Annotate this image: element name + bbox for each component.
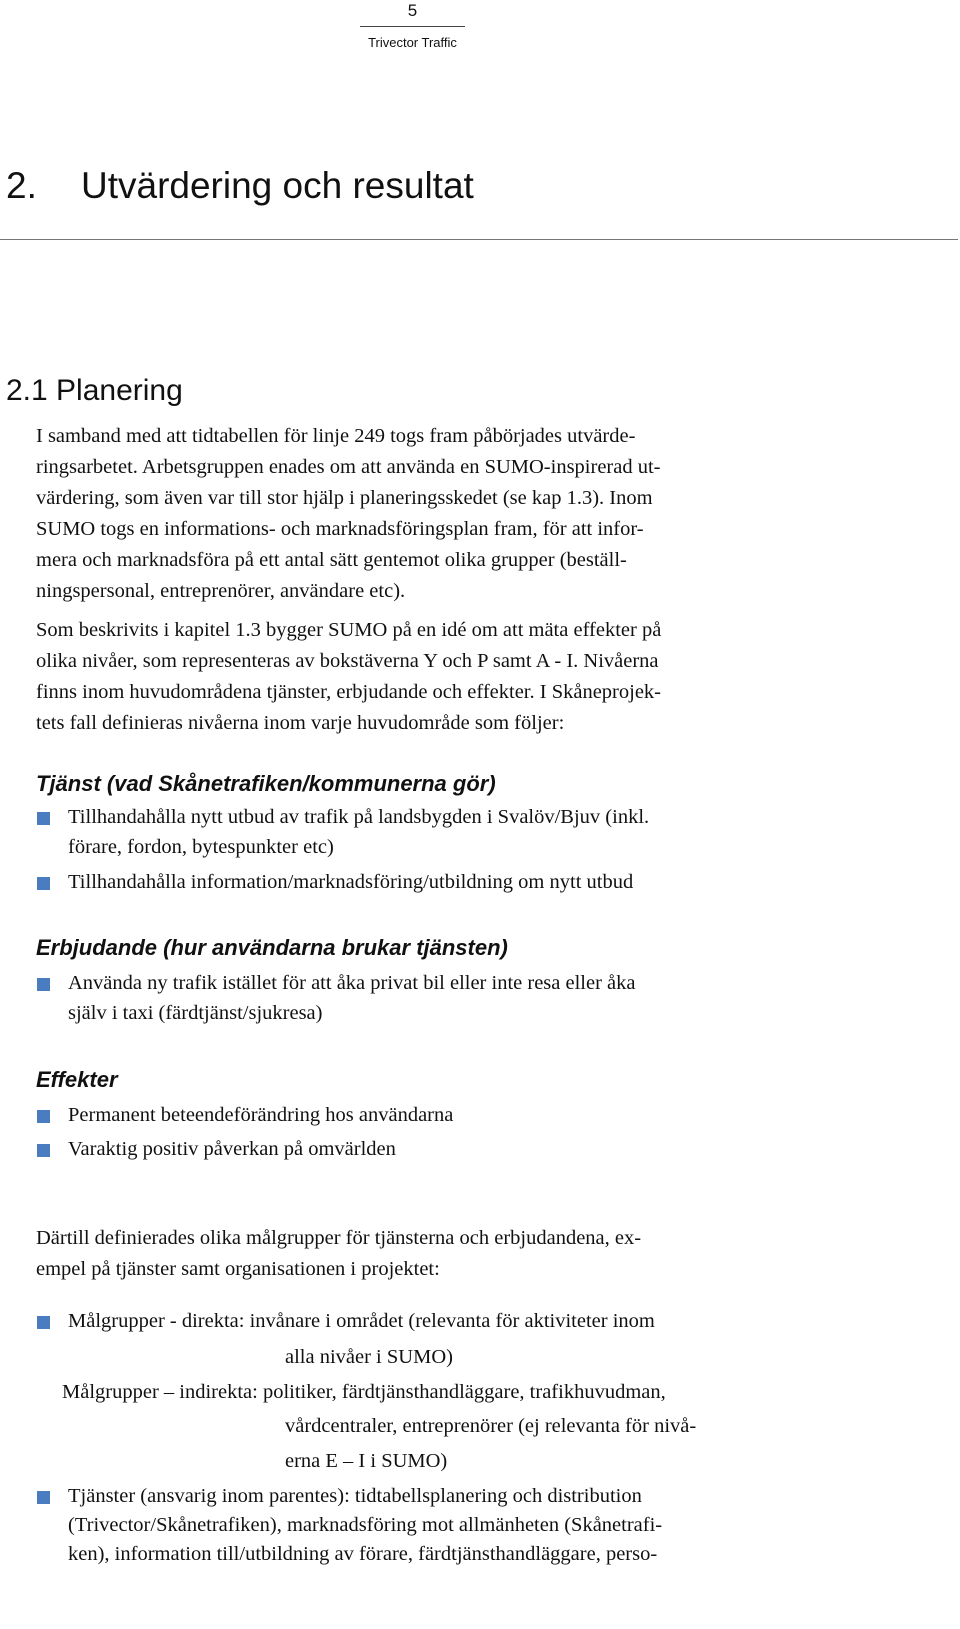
chapter-number: 2.	[6, 165, 37, 206]
header-company: Trivector Traffic	[368, 35, 457, 50]
header-divider	[360, 26, 465, 27]
malgrupper-tjanster-line-2: (Trivector/Skånetrafiken), marknadsföring mot allmänheten (Skånetrafi-	[68, 1514, 663, 1536]
bullet-square-icon	[37, 877, 50, 890]
bullet-square-icon	[37, 1316, 50, 1329]
intro-line: ringsarbetet. Arbetsgruppen enades om att använda en SUMO-inspirerad ut-	[36, 456, 661, 478]
tjanst-item-1-line-2: förare, fordon, bytespunkter etc)	[68, 836, 334, 858]
intro-line: I samband med att tidtabellen för linje 249 togs fram påbörjades utvärde-	[36, 425, 636, 447]
intro-line: SUMO togs en informations- och marknadsföringsplan fram, för att infor-	[36, 518, 644, 540]
malgrupper-tjanster-line-3: ken), information till/utbildning av förare, färdtjänsthandläggare, perso-	[68, 1543, 658, 1565]
malgrupper-intro-line: empel på tjänster samt organisationen i projektet:	[36, 1258, 440, 1280]
bullet-square-icon	[37, 812, 50, 825]
bullet-square-icon	[37, 978, 50, 991]
tjanst-item-2: Tillhandahålla information/marknadsföring/utbildning om nytt utbud	[68, 871, 634, 893]
malgrupper-intro	[36, 1223, 828, 1285]
bullet-square-icon	[37, 1491, 50, 1504]
levels-paragraph	[36, 615, 828, 739]
malgrupper-indirekta-line-3: erna E – I i SUMO)	[285, 1450, 448, 1472]
malgrupper-direkta-line-2: alla nivåer i SUMO)	[285, 1346, 453, 1368]
malgrupper-intro-line: Därtill definierades olika målgrupper för tjänsterna och erbjudandena, ex-	[36, 1227, 642, 1249]
erbjudande-heading: Erbjudande (hur användarna brukar tjänsten)	[36, 935, 508, 960]
chapter-title	[6, 164, 474, 208]
erbjudande-item-1-line-1: Använda ny trafik istället för att åka privat bil eller inte resa eller åka	[68, 972, 636, 994]
page-number: 5	[407, 1, 418, 20]
tjanst-item-1-line-1: Tillhandahålla nytt utbud av trafik på landsbygden i Svalöv/Bjuv (inkl.	[68, 806, 650, 828]
levels-line: Som beskrivits i kapitel 1.3 bygger SUMO på en idé om att mäta effekter på	[36, 619, 662, 641]
erbjudande-item-1-line-2: själv i taxi (färdtjänst/sjukresa)	[68, 1002, 323, 1024]
page-header	[360, 0, 465, 51]
intro-line: mera och marknadsföra på ett antal sätt gentemot olika grupper (beställ-	[36, 549, 627, 571]
bullet-square-icon	[37, 1110, 50, 1123]
levels-line: finns inom huvudområdena tjänster, erbjudande och effekter. I Skåneprojek-	[36, 681, 661, 703]
effekter-item-2: Varaktig positiv påverkan på omvärlden	[68, 1138, 396, 1160]
chapter-divider	[0, 239, 958, 240]
intro-line: värdering, som även var till stor hjälp i planeringsskedet (se kap 1.3). Inom	[36, 487, 653, 509]
effekter-heading: Effekter	[36, 1067, 118, 1092]
levels-line: tets fall definieras nivåerna inom varje huvudområde som följer:	[36, 712, 565, 734]
malgrupper-tjanster-line-1: Tjänster (ansvarig inom parentes): tidtabellsplanering och distribution	[68, 1485, 642, 1507]
bullet-square-icon	[37, 1144, 50, 1157]
malgrupper-indirekta-line-2: vårdcentraler, entreprenörer (ej relevanta för nivå-	[285, 1415, 697, 1437]
section-title: 2.1 Planering	[6, 374, 183, 407]
malgrupper-indirekta-line-1: Målgrupper – indirekta: politiker, färdtjänsthandläggare, trafikhuvudman,	[62, 1381, 666, 1403]
effekter-item-1: Permanent beteendeförändring hos användarna	[68, 1104, 454, 1126]
tjanst-heading: Tjänst (vad Skånetrafiken/kommunerna gör)	[36, 771, 496, 796]
levels-line: olika nivåer, som representeras av bokstäverna Y och P samt A - I. Nivåerna	[36, 650, 659, 672]
malgrupper-direkta-line-1: Målgrupper - direkta: invånare i området (relevanta för aktiviteter inom	[68, 1310, 655, 1332]
intro-paragraph	[36, 421, 828, 607]
intro-line: ningspersonal, entreprenörer, användare etc).	[36, 580, 406, 602]
chapter-title-text: Utvärdering och resultat	[81, 165, 474, 206]
